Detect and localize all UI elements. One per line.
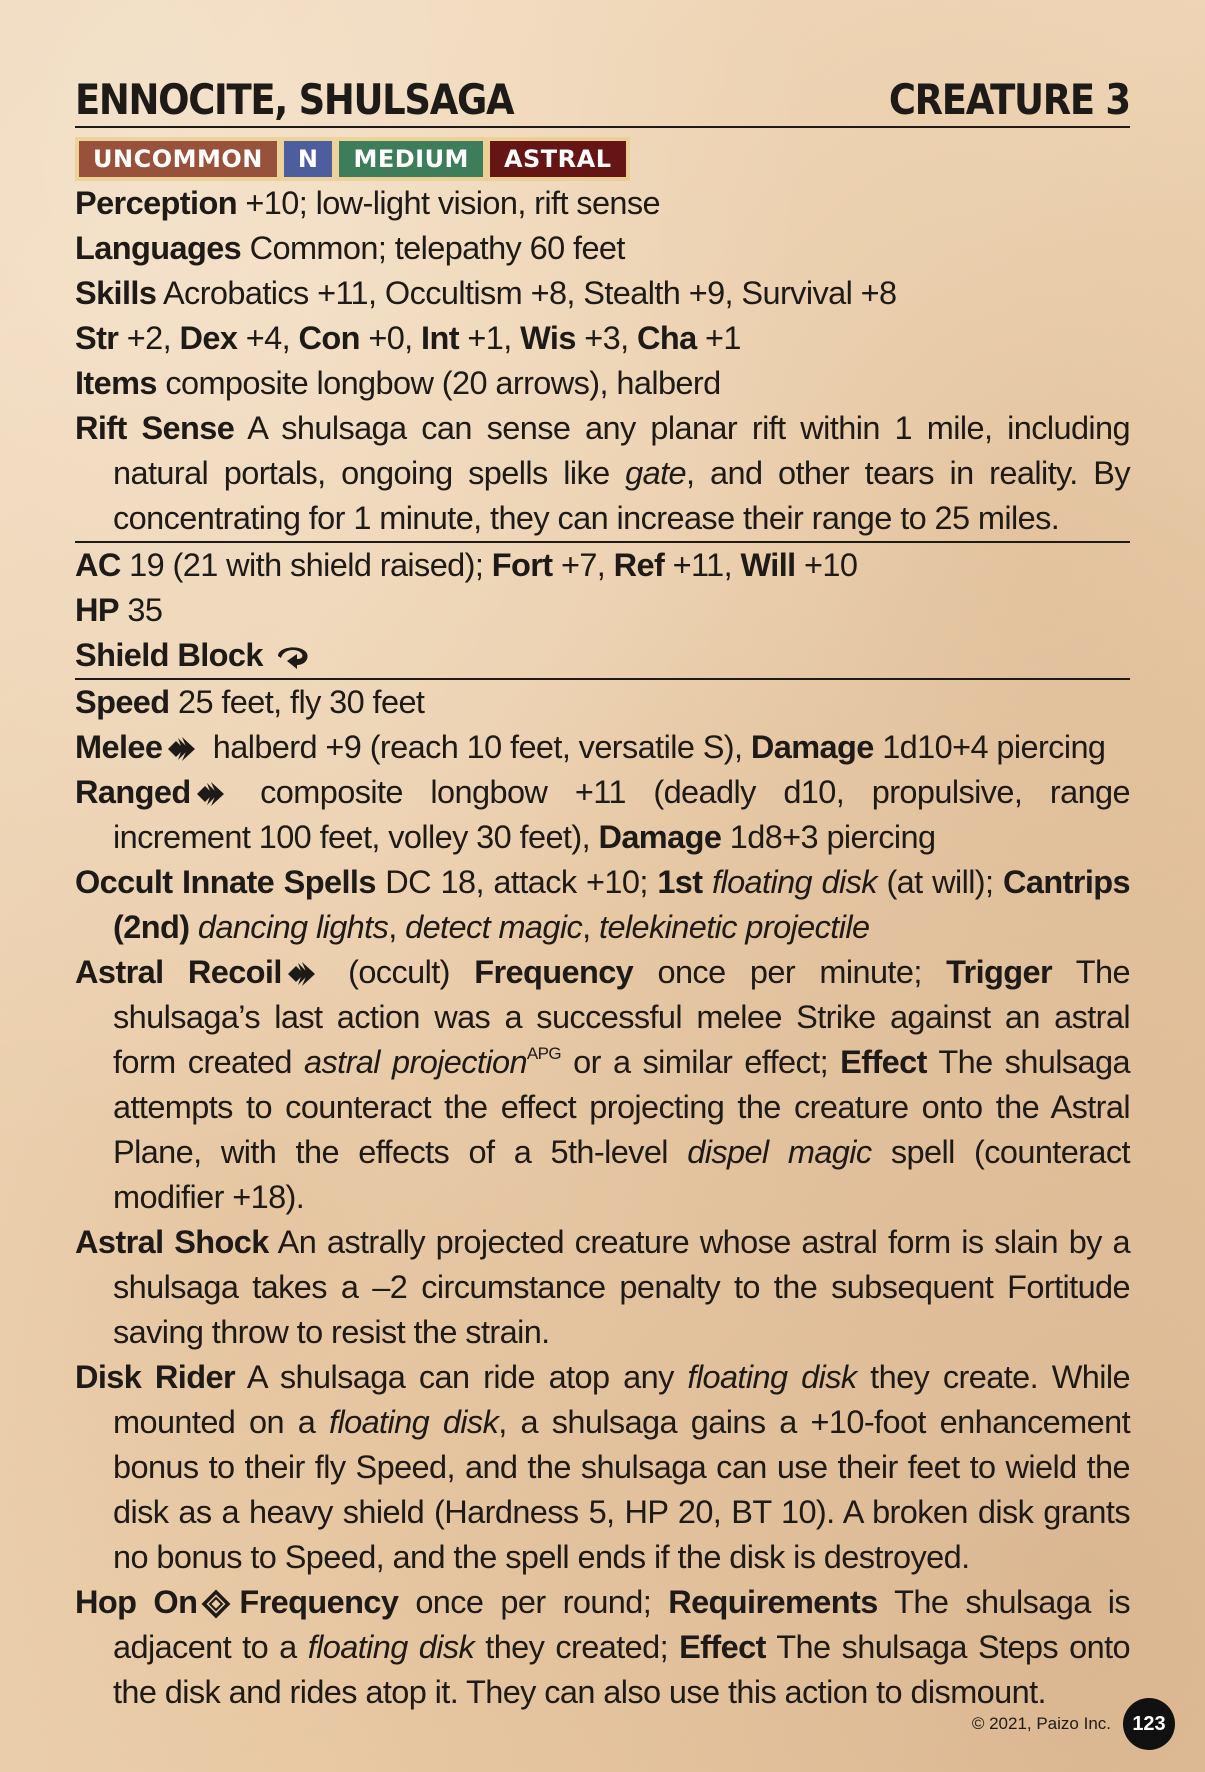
- spell-floating-disk: floating disk: [712, 864, 877, 900]
- stat-block-header: [75, 72, 1130, 128]
- frequency-label: Frequency: [239, 1584, 399, 1620]
- will-label: Will: [740, 547, 796, 583]
- frequency-value: once per round;: [398, 1584, 669, 1620]
- items-line: [75, 361, 1130, 406]
- trait-alignment: N: [284, 141, 333, 177]
- ranged-strike: [75, 770, 1130, 860]
- shield-block-label: Shield Block: [75, 637, 263, 673]
- perception-text: +10; low-light vision, rift sense: [236, 185, 661, 221]
- shield-block-line: [75, 633, 1130, 678]
- page-number: 123: [1123, 1698, 1175, 1750]
- hop-on-label: Hop On: [75, 1584, 198, 1620]
- spell-separator-2: ,: [582, 909, 600, 945]
- single-action-icon: [286, 959, 320, 989]
- trait-list: [75, 137, 630, 181]
- speed-label: Speed: [75, 684, 170, 720]
- disk-rider-text: A shulsaga can ride atop any: [235, 1359, 688, 1395]
- con-value: +0,: [359, 320, 422, 356]
- astral-projection-spell: astral projection: [304, 1044, 527, 1080]
- melee-damage-value: 1d10+4 piercing: [873, 729, 1106, 765]
- creature-level: CREATURE 3: [889, 75, 1130, 124]
- astral-recoil-text-3: spell (counteract modifier +18).: [113, 1134, 1130, 1215]
- wis-value: +3,: [575, 320, 637, 356]
- perception-label: Perception: [75, 185, 237, 221]
- effect-text: The shulsaga Steps onto the disk and rides atop it. They can also use this action to dismount.: [113, 1629, 1130, 1710]
- effect-label: Effect: [679, 1629, 766, 1665]
- str-value: +2,: [118, 320, 180, 356]
- will-value: +10: [795, 547, 858, 583]
- disk-rider-label: Disk Rider: [75, 1359, 236, 1395]
- str-label: Str: [75, 320, 119, 356]
- spell-rank-1st: 1st: [657, 864, 703, 900]
- hp-value: 35: [118, 592, 163, 628]
- ranged-text: composite longbow +11 (deadly d10, propulsive, range increment 100 feet, volley 30 feet),: [113, 774, 1130, 855]
- melee-strike: [75, 725, 1130, 770]
- ac-value: 19 (21 with shield raised);: [120, 547, 492, 583]
- requirements-text: The shulsaga is adjacent to a: [113, 1584, 1130, 1665]
- trait-uncommon: UNCOMMON: [79, 141, 277, 177]
- floating-disk-spell-3: floating disk: [307, 1629, 475, 1665]
- int-value: +1,: [458, 320, 521, 356]
- ranged-label: Ranged: [75, 774, 191, 810]
- frequency-label: Frequency: [474, 954, 634, 990]
- floating-disk-spell: floating disk: [687, 1359, 857, 1395]
- ranged-damage-label: Damage: [598, 819, 722, 855]
- dex-label: Dex: [179, 320, 238, 356]
- astral-recoil-tradition: (occult): [323, 954, 475, 990]
- melee-label: Melee: [75, 729, 163, 765]
- defenses-line: [75, 543, 1130, 588]
- spells-text: DC 18, attack +10;: [375, 864, 658, 900]
- melee-damage-label: Damage: [750, 729, 874, 765]
- free-action-icon: [201, 1589, 235, 1619]
- cha-value: +1: [696, 320, 741, 356]
- perception-line: [75, 181, 1130, 226]
- items-label: Items: [75, 365, 157, 401]
- page-footer: [972, 1698, 1175, 1750]
- rift-sense-text: A shulsaga can sense any planar rift within 1 mile, including natural portals, ongoing spells like: [113, 410, 1130, 491]
- creature-name: ENNOCITE, SHULSAGA: [75, 75, 514, 124]
- floating-disk-spell-2: floating disk: [329, 1404, 499, 1440]
- ranged-damage-value: 1d8+3 piercing: [721, 819, 936, 855]
- hp-line: [75, 588, 1130, 633]
- astral-shock-text: An astrally projected creature whose astral form is slain by a shulsaga takes a –2 circumstance penalty to the subsequent Fortitude saving throw to resist the strain.: [113, 1224, 1130, 1350]
- astral-recoil-text-2: or a similar effect;: [561, 1044, 841, 1080]
- ref-value: +11,: [664, 547, 741, 583]
- hop-on-ability: [75, 1580, 1130, 1715]
- trigger-label: Trigger: [946, 954, 1053, 990]
- trait-size: MEDIUM: [339, 141, 483, 177]
- stat-block: [75, 72, 1130, 1715]
- innate-spells: [75, 860, 1130, 950]
- effect-label: Effect: [840, 1044, 927, 1080]
- languages-line: [75, 226, 1130, 271]
- fort-label: Fort: [491, 547, 553, 583]
- disk-rider-ability: [75, 1355, 1130, 1580]
- speed-line: [75, 680, 1130, 725]
- rift-sense-ability: [75, 406, 1130, 541]
- cha-label: Cha: [636, 320, 697, 356]
- astral-shock-ability: [75, 1220, 1130, 1355]
- astral-shock-label: Astral Shock: [75, 1224, 269, 1260]
- hp-label: HP: [75, 592, 119, 628]
- trigger-text: The shulsaga’s last action was a successful melee Strike against an astral form created: [113, 954, 1131, 1080]
- spell-telekinetic-projectile: telekinetic projectile: [599, 909, 870, 945]
- astral-recoil-label: Astral Recoil: [75, 954, 282, 990]
- ref-label: Ref: [613, 547, 665, 583]
- rift-sense-label: Rift Sense: [75, 410, 235, 446]
- dispel-magic-spell: dispel magic: [687, 1134, 872, 1170]
- languages-text: Common; telepathy 60 feet: [241, 230, 625, 266]
- skills-label: Skills: [75, 275, 157, 311]
- spell-detect-magic: detect magic: [405, 909, 583, 945]
- gate-spell: gate: [625, 455, 687, 491]
- spell-dancing-lights: dancing lights: [197, 909, 389, 945]
- languages-label: Languages: [75, 230, 242, 266]
- wis-label: Wis: [520, 320, 576, 356]
- effect-text: The shulsaga attempts to counteract the effect projecting the creature onto the Astral Plane, with the effects of a 5th-level: [113, 1044, 1130, 1170]
- disk-rider-text-3: , a shulsaga gains a +10-foot enhancement bonus to their fly Speed, and the shulsaga can use their feet to wield the disk as a heavy shield (Hardness 5, HP 20, BT 10). A broken disk grants no bonus to Speed, and the spell ends if the disk is destroyed.: [113, 1404, 1130, 1575]
- hop-on-text: they created;: [474, 1629, 680, 1665]
- disk-rider-text-2: they create. While mounted on a: [113, 1359, 1130, 1440]
- dex-value: +4,: [237, 320, 299, 356]
- speed-text: 25 feet, fly 30 feet: [169, 684, 425, 720]
- source-tag: APG: [526, 1044, 562, 1063]
- fort-value: +7,: [552, 547, 614, 583]
- trait-astral: ASTRAL: [490, 141, 626, 177]
- ability-scores-line: [75, 316, 1130, 361]
- spells-text-2: (at will);: [876, 864, 1003, 900]
- astral-recoil-ability: [75, 950, 1130, 1220]
- single-action-icon: [166, 734, 200, 764]
- requirements-label: Requirements: [668, 1584, 878, 1620]
- items-text: composite longbow (20 arrows), halberd: [156, 365, 721, 401]
- int-label: Int: [421, 320, 459, 356]
- spell-separator: ,: [388, 909, 406, 945]
- con-label: Con: [298, 320, 360, 356]
- melee-text: halberd +9 (reach 10 feet, versatile S),: [204, 729, 751, 765]
- ac-label: AC: [75, 547, 121, 583]
- spells-label: Occult Innate Spells: [75, 864, 376, 900]
- single-action-icon: [195, 779, 229, 809]
- reaction-icon: [275, 644, 311, 670]
- frequency-value: once per minute;: [633, 954, 947, 990]
- cantrips-label: Cantrips (2nd): [113, 864, 1130, 945]
- rift-sense-text-2: , and other tears in reality. By concentrating for 1 minute, they can increase their range to 25 miles.: [113, 455, 1130, 536]
- skills-text: Acrobatics +11, Occultism +8, Stealth +9, Survival +8: [156, 275, 897, 311]
- copyright: © 2021, Paizo Inc.: [971, 1714, 1111, 1733]
- skills-line: [75, 271, 1130, 316]
